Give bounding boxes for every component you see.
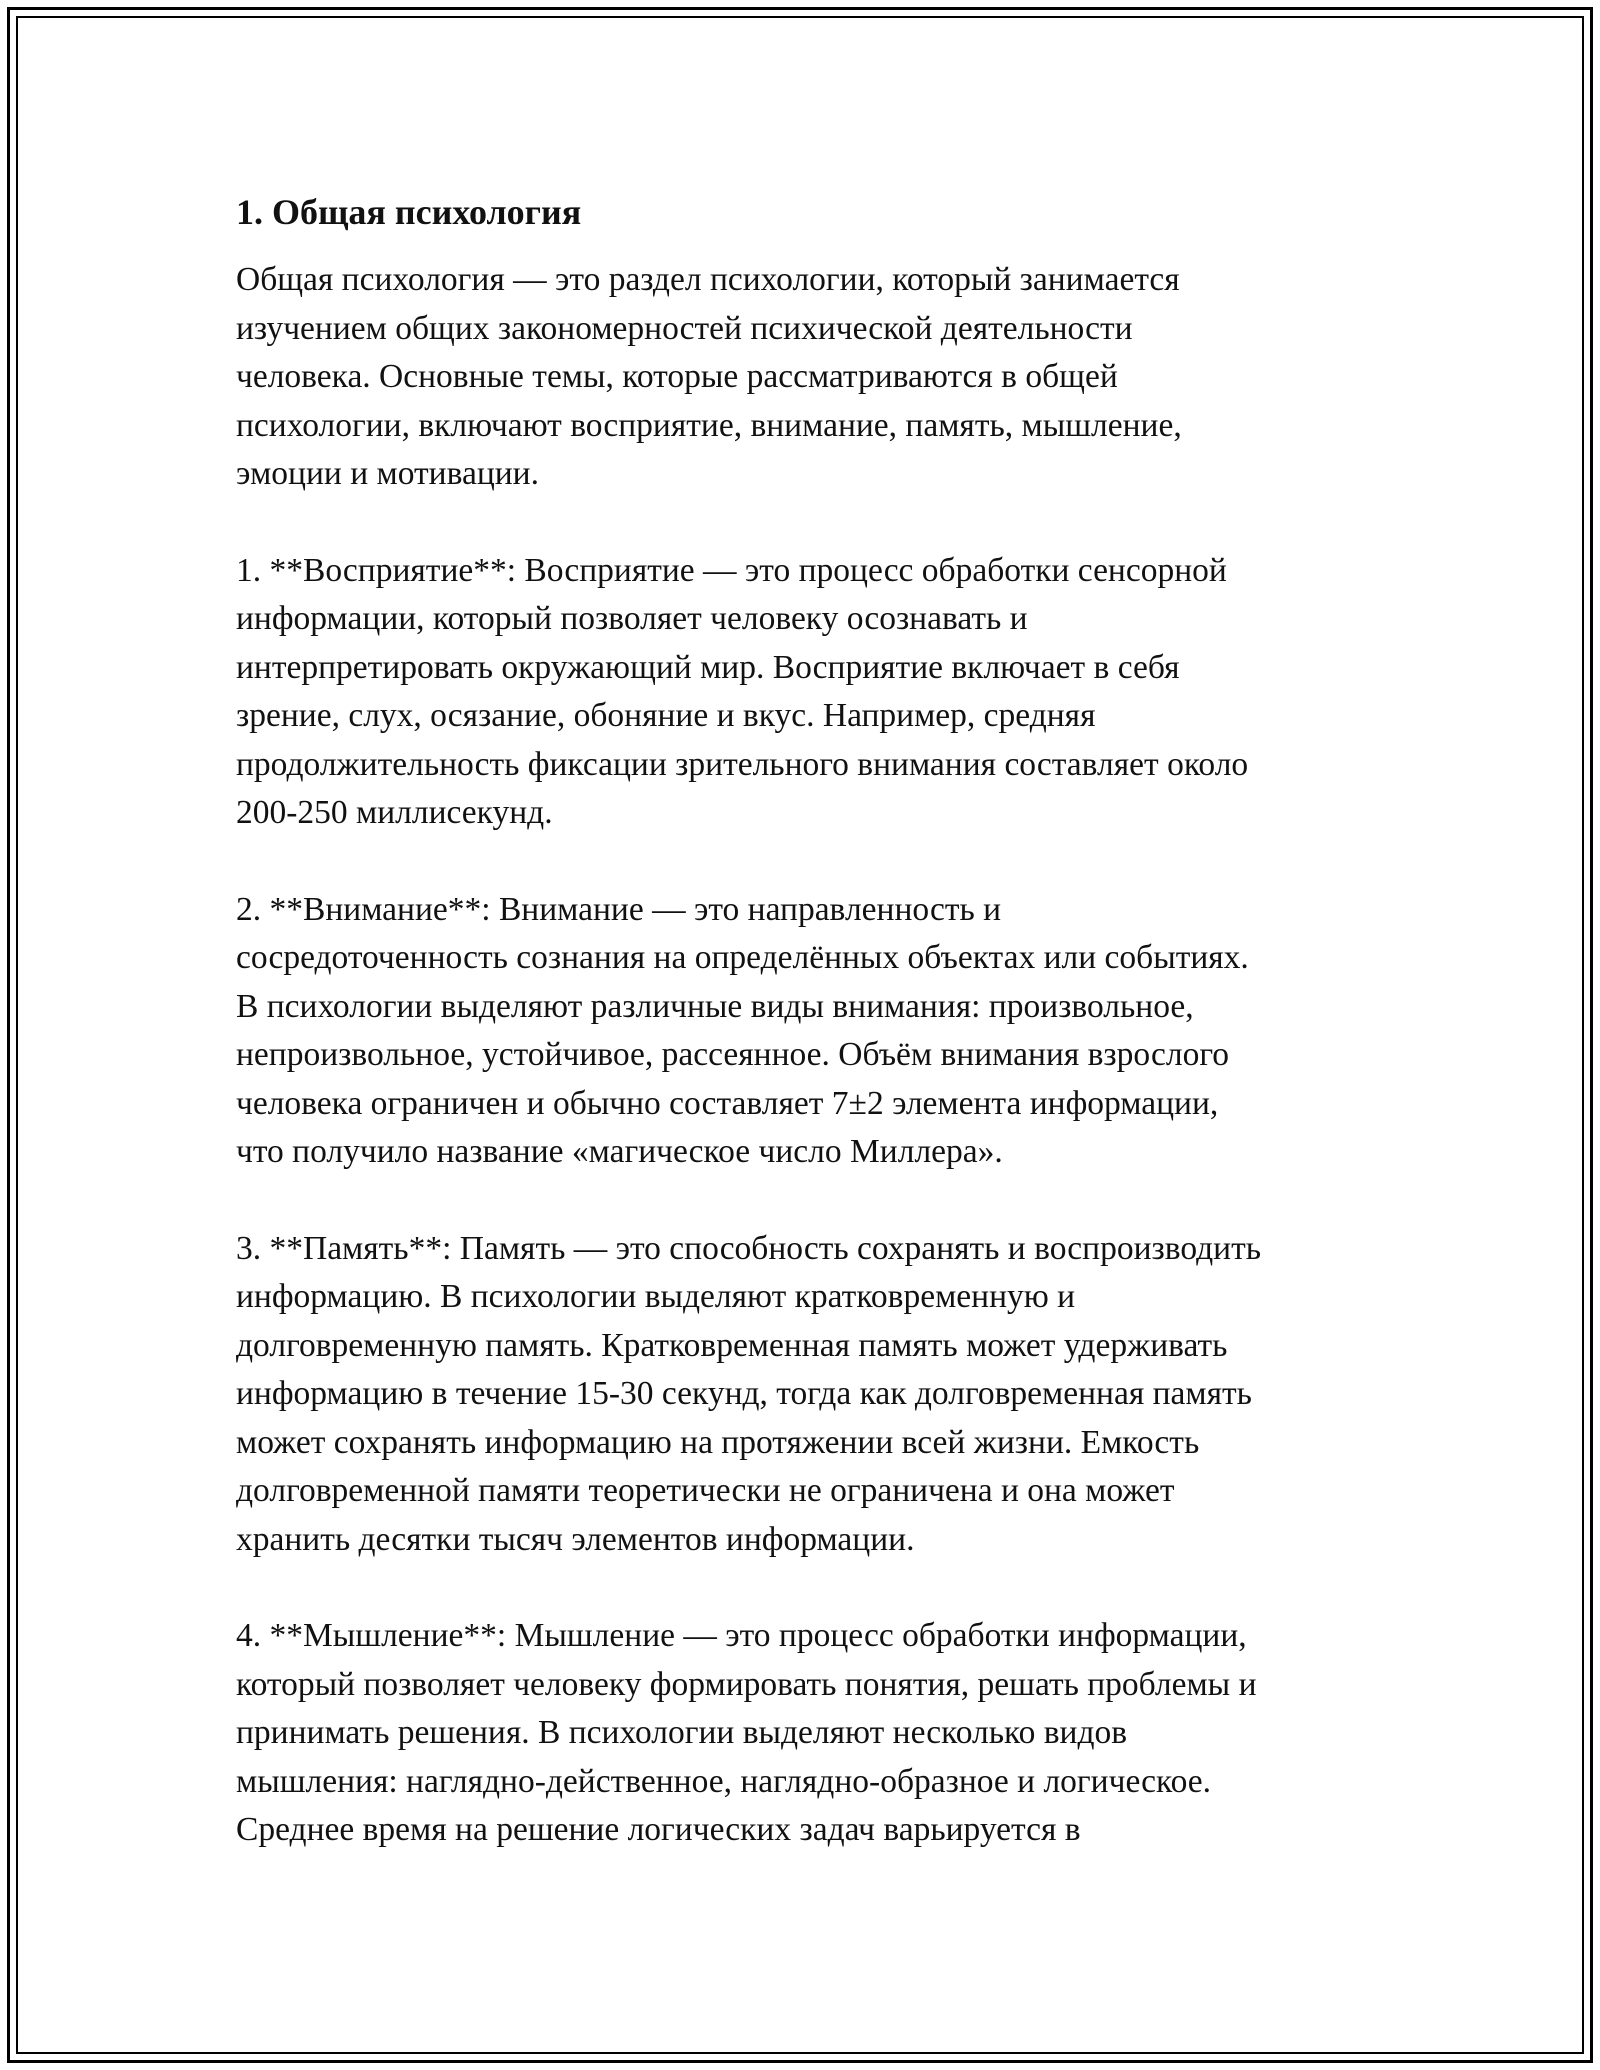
attention-paragraph: 2. **Внимание**: Внимание — это направленность и сосредоточенность сознания на определённых объектах или событиях. В психологии выделяют различные виды внимания: произвольное, непроизвольное, устойчивое, рассеянное. Объём внимания взрослого человека ограничен и обычно составляет 7±2 элемента информации, что получило название «магическое число Миллера». [236, 890, 1249, 1170]
memory-paragraph: 3. **Память**: Память — это способность сохранять и воспроизводить информацию. В психологии выделяют кратковременную и долговременную память. Кратковременная память может удерживать информацию в течение 15-30 секунд, тогда как долговременная память может сохранять информацию на протяжении всей жизни. Емкость долговременной памяти теоретически не ограничена и она может хранить десятки тысяч элементов информации. [236, 1229, 1262, 1558]
intro-paragraph: Общая психология — это раздел психологии, который занимается изучением общих закономерностей психической деятельности человека. Основные темы, которые рассматриваются в общей психологии, включают восприятие, внимание, память, мышление, эмоции и мотивации. [236, 261, 1182, 492]
thinking-paragraph: 4. **Мышление**: Мышление — это процесс обработки информации, который позволяет человеку формировать понятия, решать проблемы и принимать решения. В психологии выделяют несколько видов мышления: наглядно-действенное, наглядно-образное и логическое. Среднее время на решение логических задач варьируется в [236, 1617, 1257, 1848]
document-body [236, 188, 1386, 1903]
section-heading: 1. Общая психология [236, 192, 582, 232]
perception-paragraph: 1. **Восприятие**: Восприятие — это процесс обработки сенсорной информации, который позволяет человеку осознавать и интерпретировать окружающий мир. Восприятие включает в себя зрение, слух, осязание, обоняние и вкус. Например, средняя продолжительность фиксации зрительного внимания составляет около 200-250 миллисекунд. [236, 551, 1249, 831]
